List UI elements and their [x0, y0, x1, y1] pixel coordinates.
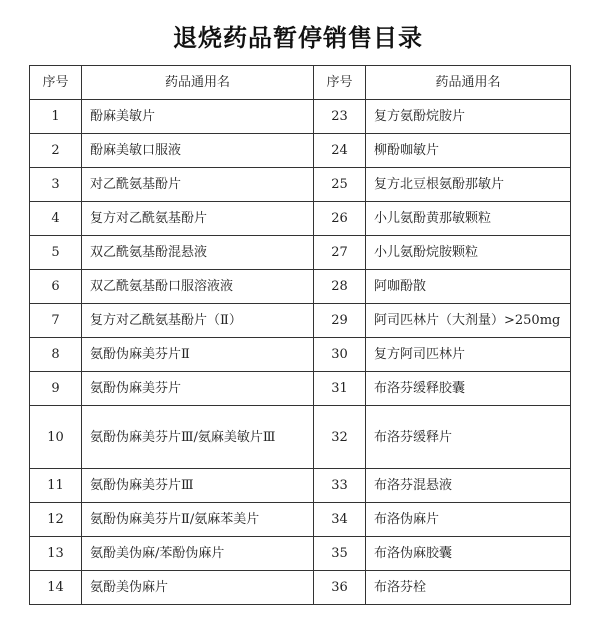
- row-serial-right: 34: [314, 503, 366, 537]
- table-row: [30, 537, 571, 571]
- row-drug-name-right: 阿咖酚散: [366, 270, 571, 304]
- row-drug-name-left: 氨酚美伪麻片: [82, 571, 314, 605]
- table-row: [30, 372, 571, 406]
- row-serial-right: 23: [314, 100, 366, 134]
- row-serial-right: 30: [314, 338, 366, 372]
- row-drug-name-left: 氨酚美伪麻/苯酚伪麻片: [82, 537, 314, 571]
- row-serial-right: 27: [314, 236, 366, 270]
- row-drug-name-left: 酚麻美敏口服液: [82, 134, 314, 168]
- row-serial-right: 31: [314, 372, 366, 406]
- row-serial-right: 24: [314, 134, 366, 168]
- table-row: [30, 304, 571, 338]
- row-drug-name-right: 阿司匹林片（大剂量）>250mg: [366, 304, 571, 338]
- header-drug-name-left: 药品通用名: [82, 66, 314, 100]
- table-row: [30, 338, 571, 372]
- table-row: [30, 503, 571, 537]
- header-serial-left: 序号: [30, 66, 82, 100]
- row-serial-left: 5: [30, 236, 82, 270]
- table-row: [30, 571, 571, 605]
- row-drug-name-left: 氨酚伪麻美芬片Ⅲ: [82, 469, 314, 503]
- row-drug-name-left: 氨酚伪麻美芬片: [82, 372, 314, 406]
- table-row: [30, 270, 571, 304]
- table-header-row: [30, 66, 571, 100]
- row-drug-name-left: 复方对乙酰氨基酚片: [82, 202, 314, 236]
- row-drug-name-left: 酚麻美敏片: [82, 100, 314, 134]
- table-row: [30, 100, 571, 134]
- header-drug-name-right: 药品通用名: [366, 66, 571, 100]
- row-drug-name-left: 对乙酰氨基酚片: [82, 168, 314, 202]
- row-serial-right: 32: [314, 406, 366, 469]
- row-drug-name-left: 双乙酰氨基酚口服溶液液: [82, 270, 314, 304]
- row-serial-left: 7: [30, 304, 82, 338]
- row-serial-left: 11: [30, 469, 82, 503]
- table-row: [30, 134, 571, 168]
- row-drug-name-left: 复方对乙酰氨基酚片（Ⅱ）: [82, 304, 314, 338]
- table-row: [30, 202, 571, 236]
- row-serial-left: 8: [30, 338, 82, 372]
- table-row: [30, 236, 571, 270]
- row-drug-name-left: 氨酚伪麻美芬片Ⅱ/氨麻苯美片: [82, 503, 314, 537]
- row-serial-left: 2: [30, 134, 82, 168]
- row-drug-name-right: 小儿氨酚黄那敏颗粒: [366, 202, 571, 236]
- page-title: 退烧药品暂停销售目录: [173, 24, 423, 52]
- row-serial-left: 3: [30, 168, 82, 202]
- row-serial-right: 36: [314, 571, 366, 605]
- row-serial-right: 33: [314, 469, 366, 503]
- row-serial-right: 29: [314, 304, 366, 338]
- row-serial-left: 14: [30, 571, 82, 605]
- row-serial-left: 4: [30, 202, 82, 236]
- row-drug-name-right: 布洛芬缓释片: [366, 406, 571, 469]
- row-drug-name-right: 复方氨酚烷胺片: [366, 100, 571, 134]
- table-row: [30, 469, 571, 503]
- row-drug-name-right: 布洛伪麻胶囊: [366, 537, 571, 571]
- drug-table: [29, 65, 571, 605]
- row-serial-right: 26: [314, 202, 366, 236]
- row-drug-name-left: 双乙酰氨基酚混悬液: [82, 236, 314, 270]
- row-serial-right: 25: [314, 168, 366, 202]
- row-drug-name-right: 柳酚咖敏片: [366, 134, 571, 168]
- table-row: [30, 406, 571, 469]
- row-serial-right: 35: [314, 537, 366, 571]
- row-serial-left: 6: [30, 270, 82, 304]
- row-drug-name-left: 氨酚伪麻美芬片Ⅲ/氨麻美敏片Ⅲ: [82, 406, 314, 469]
- row-drug-name-left: 氨酚伪麻美芬片Ⅱ: [82, 338, 314, 372]
- row-serial-right: 28: [314, 270, 366, 304]
- row-drug-name-right: 复方北豆根氨酚那敏片: [366, 168, 571, 202]
- row-drug-name-right: 小儿氨酚烷胺颗粒: [366, 236, 571, 270]
- row-serial-left: 9: [30, 372, 82, 406]
- row-serial-left: 1: [30, 100, 82, 134]
- row-serial-left: 13: [30, 537, 82, 571]
- row-drug-name-right: 布洛芬混悬液: [366, 469, 571, 503]
- table-row: [30, 168, 571, 202]
- row-drug-name-right: 复方阿司匹林片: [366, 338, 571, 372]
- row-drug-name-right: 布洛芬栓: [366, 571, 571, 605]
- header-serial-right: 序号: [314, 66, 366, 100]
- row-drug-name-right: 布洛伪麻片: [366, 503, 571, 537]
- row-serial-left: 10: [30, 406, 82, 469]
- row-serial-left: 12: [30, 503, 82, 537]
- row-drug-name-right: 布洛芬缓释胶囊: [366, 372, 571, 406]
